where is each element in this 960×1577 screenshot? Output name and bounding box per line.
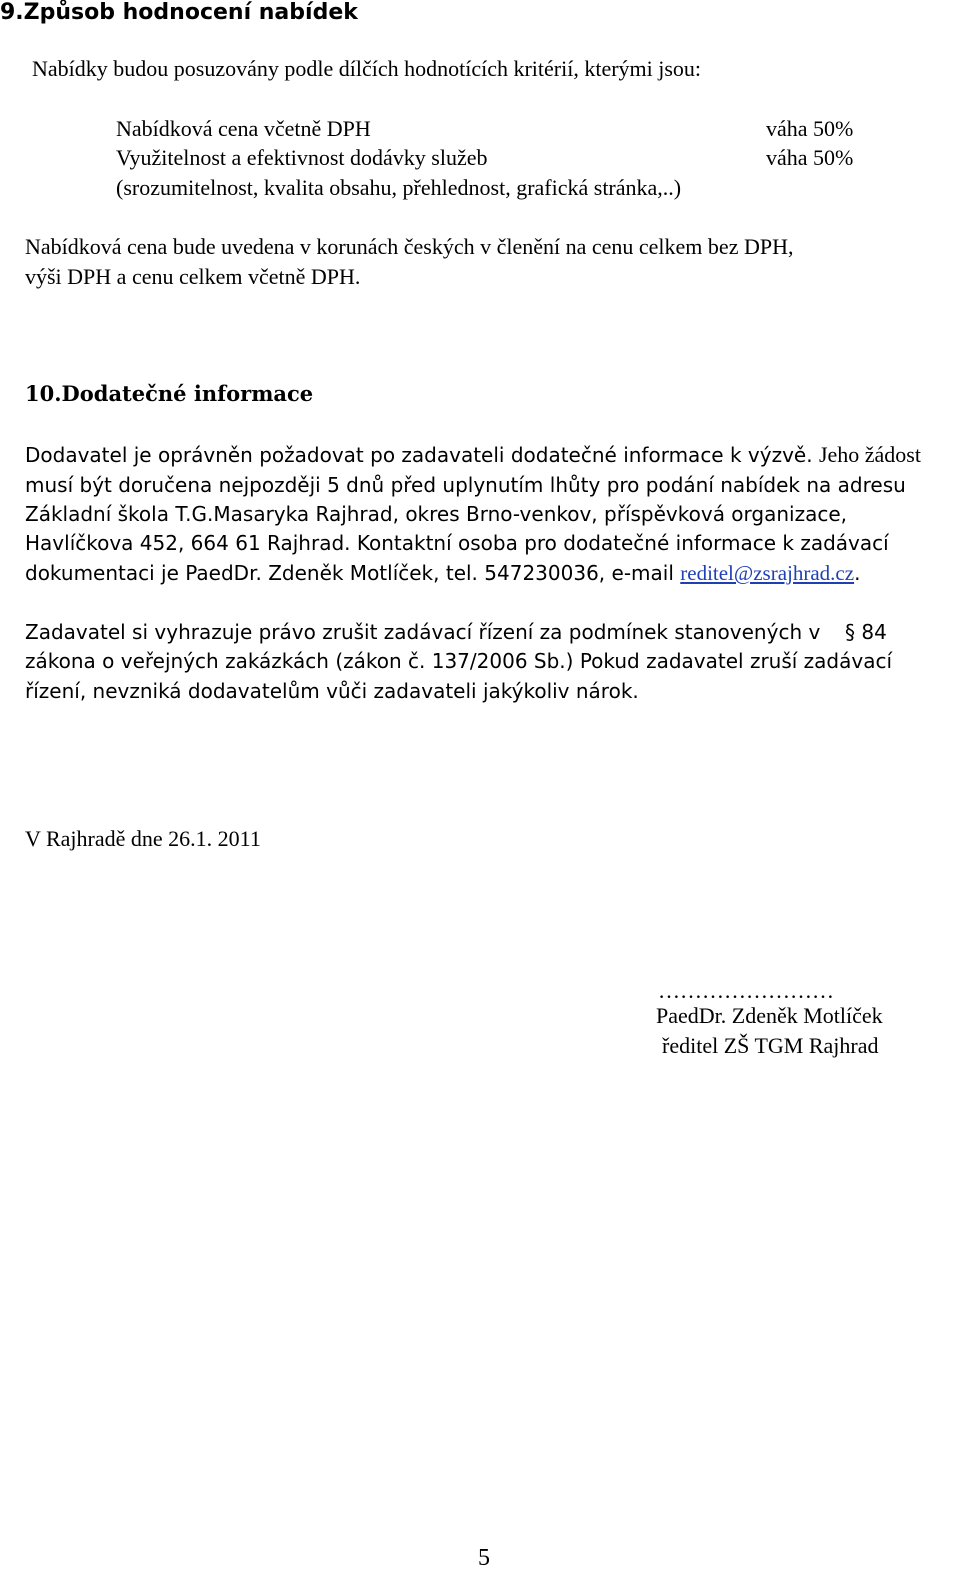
section-10-title: Dodatečné informace [61,381,314,406]
p2-line-2-part-b: Pokud zadavatel zruší zadávací [579,649,893,673]
page-number: 5 [478,1545,490,1571]
criterion-1-weight: váha 50% [766,116,854,141]
p1-line-5-part-b: Zdeněk Motlíček, tel. 547230036, e-mail [268,561,674,585]
section-9-heading: 9.Způsob hodnocení nabídek [0,0,358,25]
section-10-heading [25,381,313,406]
p1-line-3-part-a: Základní škola T.G. [25,502,214,526]
criterion-1-label: Nabídková cena včetně DPH [116,116,371,141]
place-and-date: V Rajhradě dne 26.1. 2011 [25,826,261,851]
section-10-p1-line-5 [25,558,860,588]
signatory-name: PaedDr. Zdeněk Motlíček [656,1003,883,1028]
p1-line-5-part-a: dokumentaci je PaedDr. [25,561,262,585]
section-10-p1-line-1 [25,440,921,470]
p1-line-4-part-b: Kontaktní osoba pro dodatečné informace k zadávací [356,531,889,555]
email-link[interactable]: reditel@zsrajhrad.cz [680,561,855,585]
email-trailing-dot: . [854,561,861,585]
section-sign: § [845,620,856,644]
section-10-p2-line-1 [25,617,887,647]
section-10-p1-line-3 [25,499,847,529]
price-note-line-2: výši DPH a cenu celkem včetně DPH. [25,264,361,289]
section-9-intro: Nabídky budou posuzovány podle dílčích hodnotících kritérií, kterými jsou: [32,56,702,81]
p2-line-1-part-b: 84 [861,620,887,644]
p1-line-1-part-b: Jeho žádost [818,442,921,467]
signature-dots: …………………… [658,978,834,1003]
section-10-p1-line-2: musí být doručena nejpozději 5 dnů před uplynutím lhůty pro podání nabídek na adresu [25,473,906,497]
section-10-p2-line-2 [25,646,892,676]
section-10-number: 10. [25,381,62,406]
price-note-line-1: Nabídková cena bude uvedena v korunách českých v členění na cenu celkem bez DPH, [25,234,794,259]
p2-line-2-part-a: zákona o veřejných zakázkách (zákon č. 137/2006 Sb.) [25,649,574,673]
signatory-role: ředitel ZŠ TGM Rajhrad [662,1033,879,1058]
section-10-p2-line-3: řízení, nevzniká dodavatelům vůči zadavateli jakýkoliv nárok. [25,679,639,703]
p2-line-1-part-a: Zadavatel si vyhrazuje právo zrušit zadávací řízení za podmínek stanovených v [25,620,821,644]
criterion-2-label: Využitelnost a efektivnost dodávky služeb [116,145,488,170]
criteria-note: (srozumitelnost, kvalita obsahu, přehlednost, grafická stránka,..) [116,175,682,200]
p1-line-3-part-b: Masaryka Rajhrad, okres Brno-venkov, příspěvková organizace, [213,502,848,526]
section-10-p1-line-4 [25,528,889,558]
p1-line-1-part-a: Dodavatel je oprávněn požadovat po zadavateli dodatečné informace k výzvě. [25,443,813,467]
p1-line-4-part-a: Havlíčkova 452, 664 61 Rajhrad. [25,531,351,555]
criterion-2-weight: váha 50% [766,145,854,170]
